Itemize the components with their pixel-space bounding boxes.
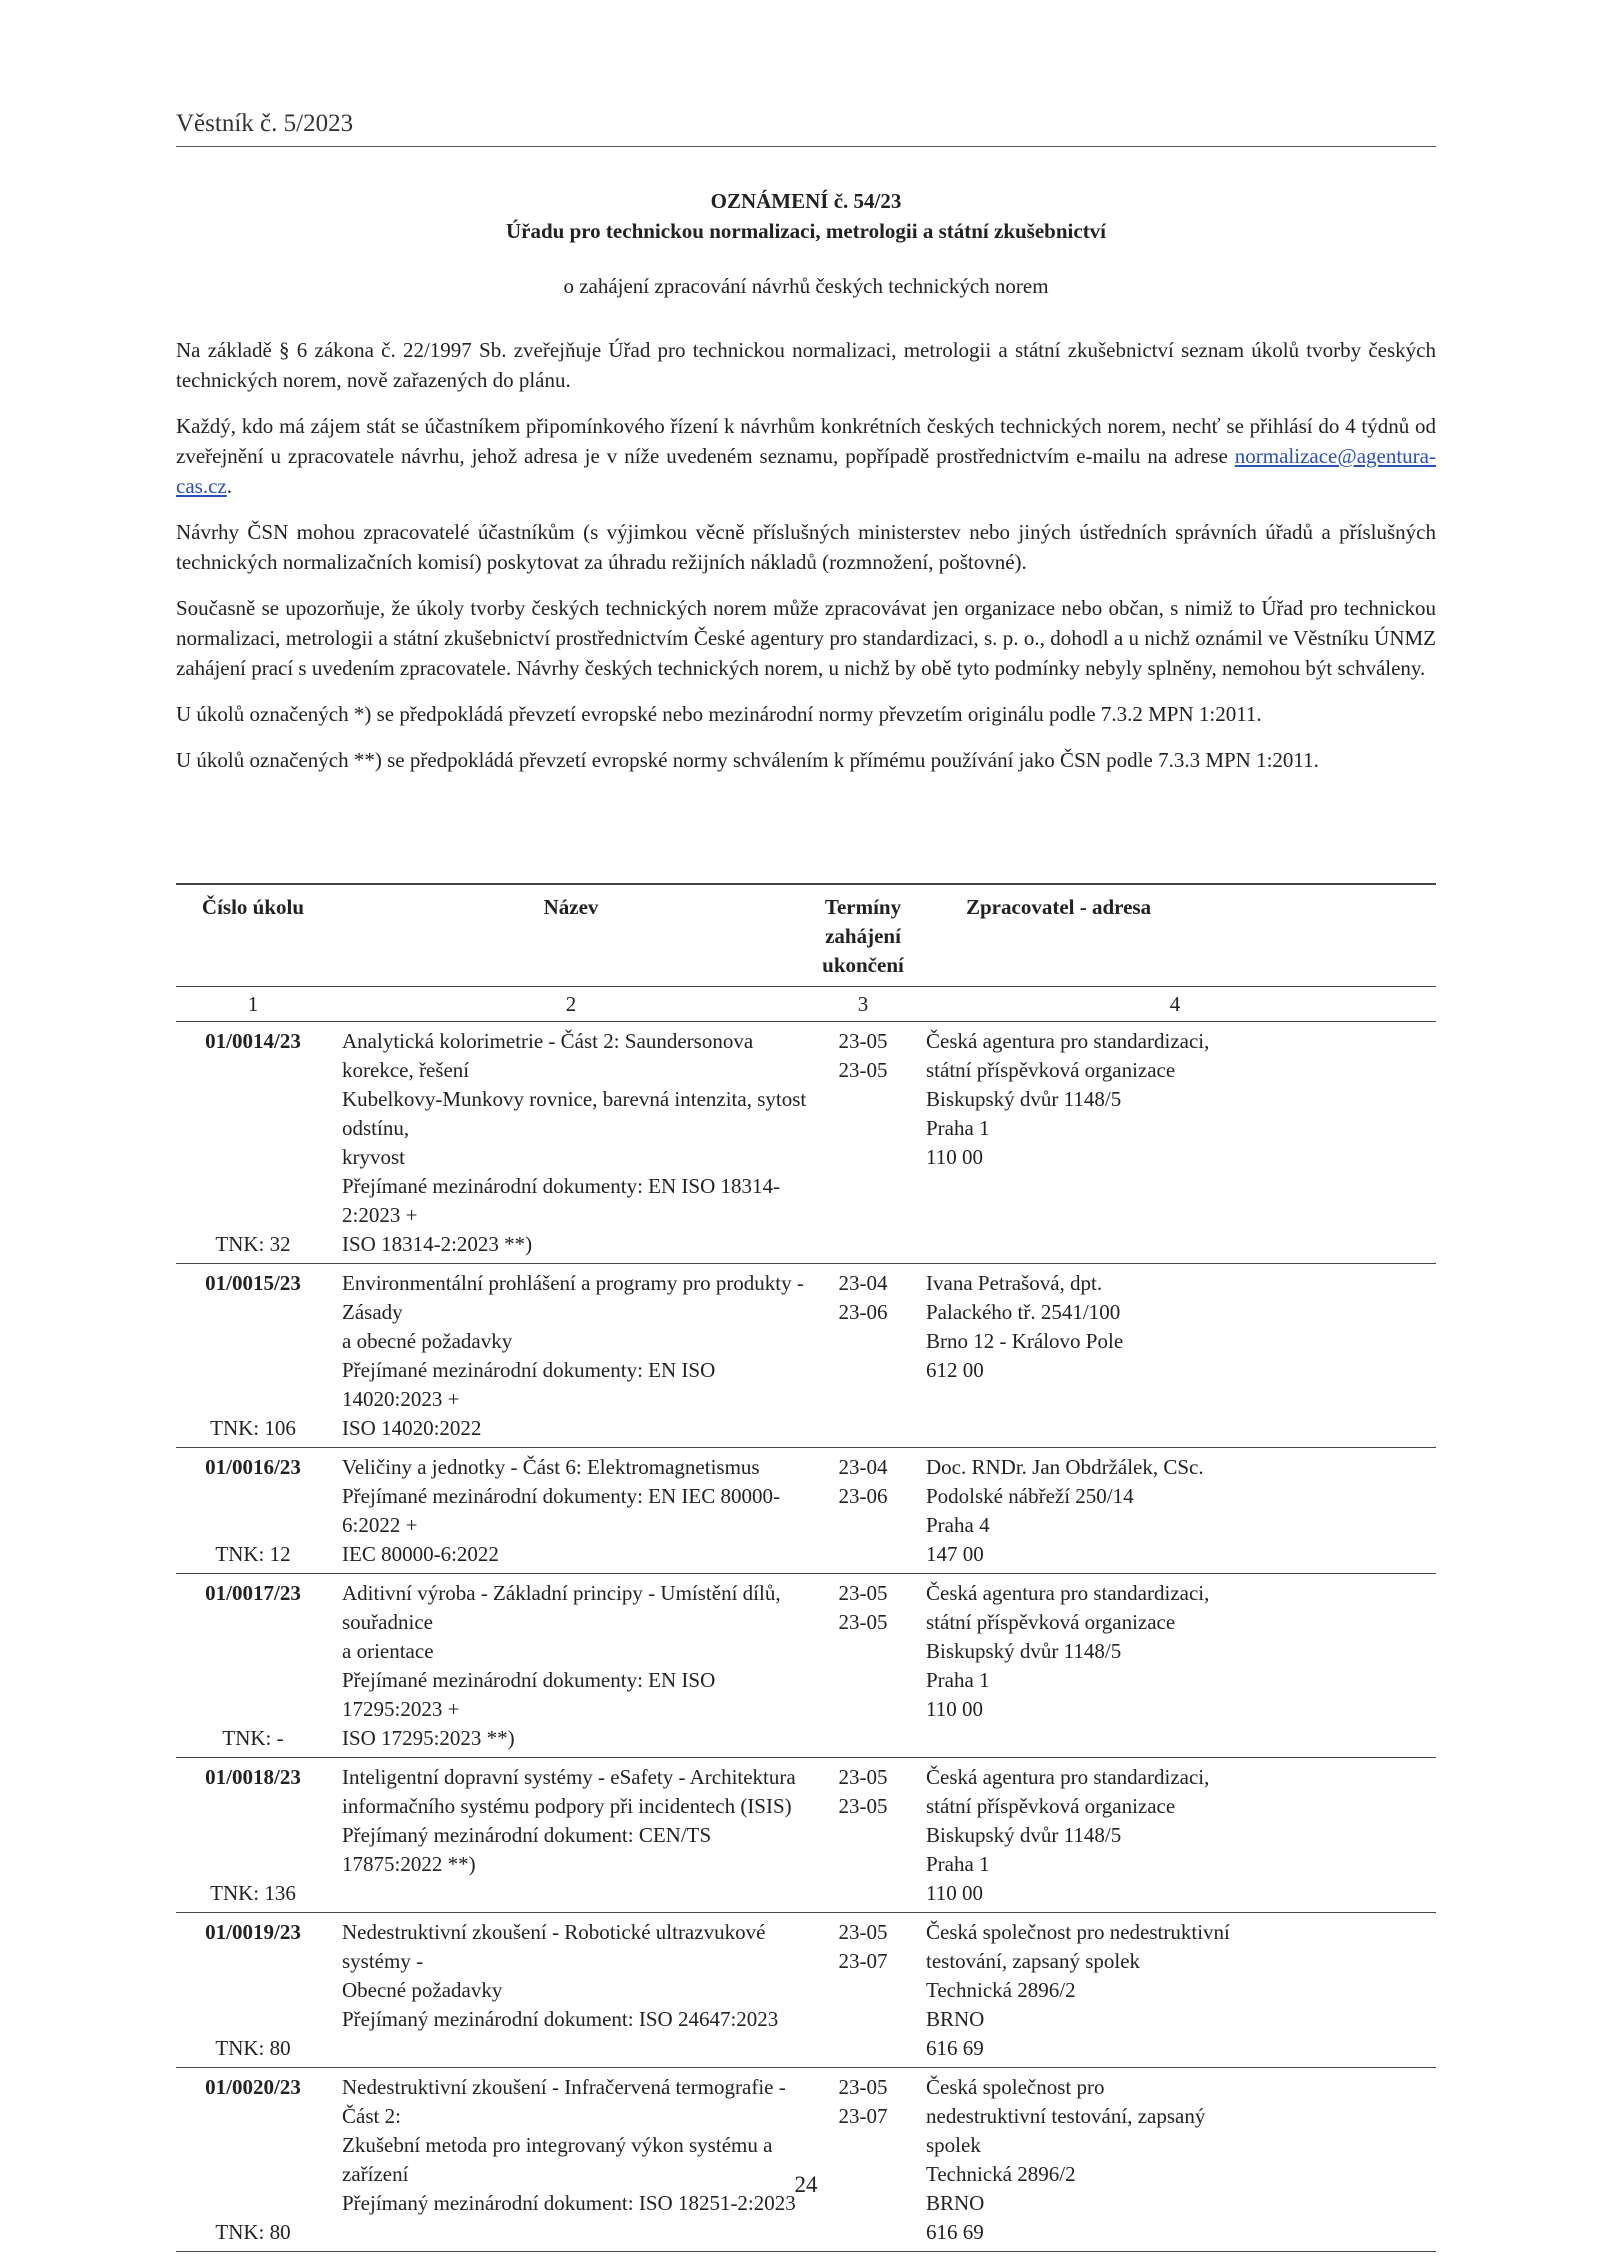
task-number: 01/0015/23	[205, 1271, 301, 1295]
task-cell	[176, 1027, 330, 1259]
task-cell	[176, 1269, 330, 1443]
task-cell	[176, 2073, 330, 2247]
header-name: Název	[543, 895, 599, 919]
column-number-row	[176, 987, 1436, 1022]
terms-cell	[812, 2073, 914, 2247]
address-line: Biskupský dvůr 1148/5	[926, 1639, 1122, 1663]
table-row	[176, 1758, 1436, 1913]
address-line: státní příspěvková organizace	[926, 1794, 1176, 1818]
name-line: Veličiny a jednotky - Část 6: Elektromagnetismus	[342, 1455, 760, 1479]
body-text	[176, 335, 1436, 791]
address-line: Praha 1	[926, 1668, 990, 1692]
terms-cell	[812, 1918, 914, 2063]
name-line: Zkušební metoda pro integrovaný výkon systému a zařízení	[342, 2133, 773, 2186]
name-line: Přejímaný mezinárodní dokument: ISO 18251-2:2023	[342, 2191, 796, 2215]
address-cell	[914, 1918, 1436, 2063]
name-line: Přejímaný mezinárodní dokument: CEN/TS 17875:2022 **)	[342, 1823, 712, 1876]
address-line: Doc. RNDr. Jan Obdržálek, CSc.	[926, 1455, 1204, 1479]
address-line: nedestruktivní testování, zapsaný	[926, 2104, 1206, 2128]
address-line: Ivana Petrašová, dpt.	[926, 1271, 1103, 1295]
term-end: 23-06	[838, 1484, 888, 1508]
paragraph-legal-basis: Na základě § 6 zákona č. 22/1997 Sb. zveřejňuje Úřad pro technickou normalizaci, metrologii a státní zkušebnictví seznam úkolů tvorby českých technických norem, nově zařazených do plánu.	[176, 338, 1436, 392]
name-line: Přejímaný mezinárodní dokument: ISO 24647:2023	[342, 2007, 779, 2031]
address-cell	[914, 1027, 1436, 1259]
address-line: 616 69	[926, 2220, 984, 2244]
paragraph-note-double: U úkolů označených **) se předpokládá převzetí evropské normy schválením k přímému používání jako ČSN podle 7.3.3 MPN 1:2011.	[176, 748, 1319, 772]
name-line: Přejímané mezinárodní dokumenty: EN ISO 18314-2:2023 +	[342, 1174, 780, 1227]
terms-cell	[812, 1027, 914, 1259]
address-cell	[914, 1763, 1436, 1908]
table-body	[176, 1022, 1436, 2252]
header-processor: Zpracovatel - adresa	[966, 895, 1152, 919]
name-line: ISO 14020:2022	[342, 1416, 482, 1440]
term-start: 23-05	[838, 1029, 888, 1053]
address-line: Praha 1	[926, 1852, 990, 1876]
header-terms-title: Termíny	[824, 895, 902, 919]
column-number: 4	[1169, 992, 1181, 1016]
task-cell	[176, 1763, 330, 1908]
terms-cell	[812, 1763, 914, 1908]
name-line: kryvost	[342, 1145, 405, 1169]
address-line: Palackého tř. 2541/100	[926, 1300, 1121, 1324]
task-cell	[176, 1453, 330, 1569]
term-start: 23-05	[838, 1765, 888, 1789]
address-line: 110 00	[926, 1697, 983, 1721]
announcement-subtitle: o zahájení zpracování návrhů českých technických norem	[563, 274, 1049, 298]
address-line: 147 00	[926, 1542, 984, 1566]
term-end: 23-06	[838, 1300, 888, 1324]
address-line: Biskupský dvůr 1148/5	[926, 1823, 1122, 1847]
address-line: 110 00	[926, 1145, 983, 1169]
name-line: Aditivní výroba - Základní principy - Umístění dílů, souřadnice	[342, 1581, 781, 1634]
address-line: 616 69	[926, 2036, 984, 2060]
address-line: Biskupský dvůr 1148/5	[926, 1087, 1122, 1111]
table-row	[176, 2068, 1436, 2252]
paragraph-participation-text: Každý, kdo má zájem stát se účastníkem připomínkového řízení k návrhům konkrétních českých technických norem, nechť se přihlásí do 4 týdnů od zveřejnění u zpracovatele návrhu, jehož adresa je v níže uvedeném seznamu, popřípadě prostřednictvím e-mailu na adrese	[176, 414, 1436, 468]
table-header-row	[176, 883, 1436, 987]
table-row	[176, 1913, 1436, 2068]
name-line: ISO 18314-2:2023 **)	[342, 1232, 533, 1256]
task-number: 01/0014/23	[205, 1029, 301, 1053]
term-end: 23-07	[838, 2104, 888, 2128]
paragraph-participation-end: .	[226, 474, 232, 498]
address-cell	[914, 1579, 1436, 1753]
term-start: 23-05	[838, 1920, 888, 1944]
paragraph-notice: Současně se upozorňuje, že úkoly tvorby českých technických norem může zpracovávat jen organizace nebo občan, s nimiž to Úřad pro technickou normalizaci, metrologii a státní zkušebnictví prostřednictvím České agentury pro standardizaci, s. p. o., dohodl a u nichž oznámil ve Věstníku ÚNMZ zahájení prací s uvedením zpracovatele. Návrhy českých technických norem, u nichž by obě tyto podmínky nebyly splněny, nemohou být schváleny.	[176, 596, 1436, 680]
header-task-number: Číslo úkolu	[201, 895, 305, 919]
term-end: 23-05	[838, 1794, 888, 1818]
tnk-label: TNK: 136	[210, 1881, 296, 1905]
term-end: 23-05	[838, 1610, 888, 1634]
tasks-table	[176, 883, 1436, 2252]
name-line: Nedestruktivní zkoušení - Robotické ultrazvukové systémy -	[342, 1920, 766, 1973]
header-terms	[812, 893, 914, 980]
task-cell	[176, 1918, 330, 2063]
address-line: Česká společnost pro nedestruktivní	[926, 1920, 1230, 1944]
name-cell	[330, 1269, 812, 1443]
address-line: BRNO	[926, 2007, 985, 2031]
table-row	[176, 1448, 1436, 1574]
name-line: Environmentální prohlášení a programy pro produkty - Zásady	[342, 1271, 804, 1324]
name-cell	[330, 1763, 812, 1908]
terms-cell	[812, 1269, 914, 1443]
address-line: 110 00	[926, 1881, 983, 1905]
page-number: 24	[794, 2172, 818, 2197]
name-line: Kubelkovy-Munkovy rovnice, barevná intenzita, sytost odstínu,	[342, 1087, 807, 1140]
name-cell	[330, 2073, 812, 2247]
tnk-label: TNK: -	[222, 1726, 284, 1750]
address-line: státní příspěvková organizace	[926, 1610, 1176, 1634]
column-number: 2	[565, 992, 577, 1016]
term-start: 23-05	[838, 2075, 888, 2099]
name-line: IEC 80000-6:2022	[342, 1542, 499, 1566]
address-line: Technická 2896/2	[926, 2162, 1076, 2186]
terms-cell	[812, 1453, 914, 1569]
task-number: 01/0018/23	[205, 1765, 301, 1789]
address-line: Technická 2896/2	[926, 1978, 1076, 2002]
address-line: Praha 4	[926, 1513, 990, 1537]
address-line: státní příspěvková organizace	[926, 1058, 1176, 1082]
tnk-label: TNK: 12	[215, 1542, 291, 1566]
address-line: testování, zapsaný spolek	[926, 1949, 1141, 1973]
tnk-label: TNK: 106	[210, 1416, 296, 1440]
running-header: Věstník č. 5/2023	[176, 110, 354, 137]
term-end: 23-05	[838, 1058, 888, 1082]
address-line: Podolské nábřeží 250/14	[926, 1484, 1134, 1508]
column-number: 3	[857, 992, 869, 1016]
header-terms-start: zahájení	[825, 924, 901, 948]
address-line: Česká agentura pro standardizaci,	[926, 1581, 1210, 1605]
name-cell	[330, 1579, 812, 1753]
address-line: Česká agentura pro standardizaci,	[926, 1765, 1210, 1789]
address-line: BRNO	[926, 2191, 985, 2215]
address-cell	[914, 2073, 1436, 2247]
address-line: Brno 12 - Královo Pole	[926, 1329, 1124, 1353]
address-cell	[914, 1453, 1436, 1569]
task-number: 01/0019/23	[205, 1920, 301, 1944]
term-start: 23-04	[838, 1455, 888, 1479]
terms-cell	[812, 1579, 914, 1753]
announcement-number: OZNÁMENÍ č. 54/23	[710, 189, 902, 213]
address-line: 612 00	[926, 1358, 984, 1382]
announcement-title	[176, 186, 1436, 246]
address-line: Česká agentura pro standardizaci,	[926, 1029, 1210, 1053]
address-cell	[914, 1269, 1436, 1443]
address-line: Česká společnost pro	[926, 2075, 1105, 2099]
paragraph-drafts: Návrhy ČSN mohou zpracovatelé účastníkům (s výjimkou věcně příslušných ministerstev nebo jiných ústředních správních úřadů a příslušných technických normalizačních komisí) poskytovat za úhradu režijních nákladů (rozmnožení, poštovné).	[176, 520, 1436, 574]
header-terms-end: ukončení	[822, 953, 904, 977]
name-cell	[330, 1918, 812, 2063]
name-line: a obecné požadavky	[342, 1329, 513, 1353]
name-line: Přejímané mezinárodní dokumenty: EN ISO 17295:2023 +	[342, 1668, 716, 1721]
name-line: ISO 17295:2023 **)	[342, 1726, 515, 1750]
table-row	[176, 1022, 1436, 1264]
name-cell	[330, 1027, 812, 1259]
name-line: a orientace	[342, 1639, 434, 1663]
task-number: 01/0016/23	[205, 1455, 301, 1479]
column-number: 1	[247, 992, 259, 1016]
email-link[interactable]: normalizace@agentura-cas.cz	[176, 444, 1436, 498]
name-line: Přejímané mezinárodní dokumenty: EN ISO 14020:2023 +	[342, 1358, 716, 1411]
name-line: Analytická kolorimetrie - Část 2: Saundersonova korekce, řešení	[342, 1029, 754, 1082]
paragraph-note-single: U úkolů označených *) se předpokládá převzetí evropské nebo mezinárodní normy převzetím originálu podle 7.3.2 MPN 1:2011.	[176, 702, 1262, 726]
name-line: Obecné požadavky	[342, 1978, 503, 2002]
task-number: 01/0020/23	[205, 2075, 301, 2099]
address-line: spolek	[926, 2133, 981, 2157]
table-row	[176, 1574, 1436, 1758]
term-end: 23-07	[838, 1949, 888, 1973]
tnk-label: TNK: 32	[215, 1232, 291, 1256]
name-line: Nedestruktivní zkoušení - Infračervená termografie - Část 2:	[342, 2075, 786, 2128]
name-line: Přejímané mezinárodní dokumenty: EN IEC 80000-6:2022 +	[342, 1484, 780, 1537]
term-start: 23-04	[838, 1271, 888, 1295]
task-cell	[176, 1579, 330, 1753]
term-start: 23-05	[838, 1581, 888, 1605]
header-rule	[176, 146, 1436, 147]
tnk-label: TNK: 80	[215, 2220, 291, 2244]
table-row	[176, 1264, 1436, 1448]
tnk-label: TNK: 80	[215, 2036, 291, 2060]
name-line: informačního systému podpory při incidentech (ISIS)	[342, 1794, 792, 1818]
paragraph-participation	[176, 411, 1436, 501]
address-line: Praha 1	[926, 1116, 990, 1140]
name-line: Inteligentní dopravní systémy - eSafety - Architektura	[342, 1765, 796, 1789]
name-cell	[330, 1453, 812, 1569]
task-number: 01/0017/23	[205, 1581, 301, 1605]
issuing-office: Úřadu pro technickou normalizaci, metrologii a státní zkušebnictví	[505, 219, 1107, 243]
